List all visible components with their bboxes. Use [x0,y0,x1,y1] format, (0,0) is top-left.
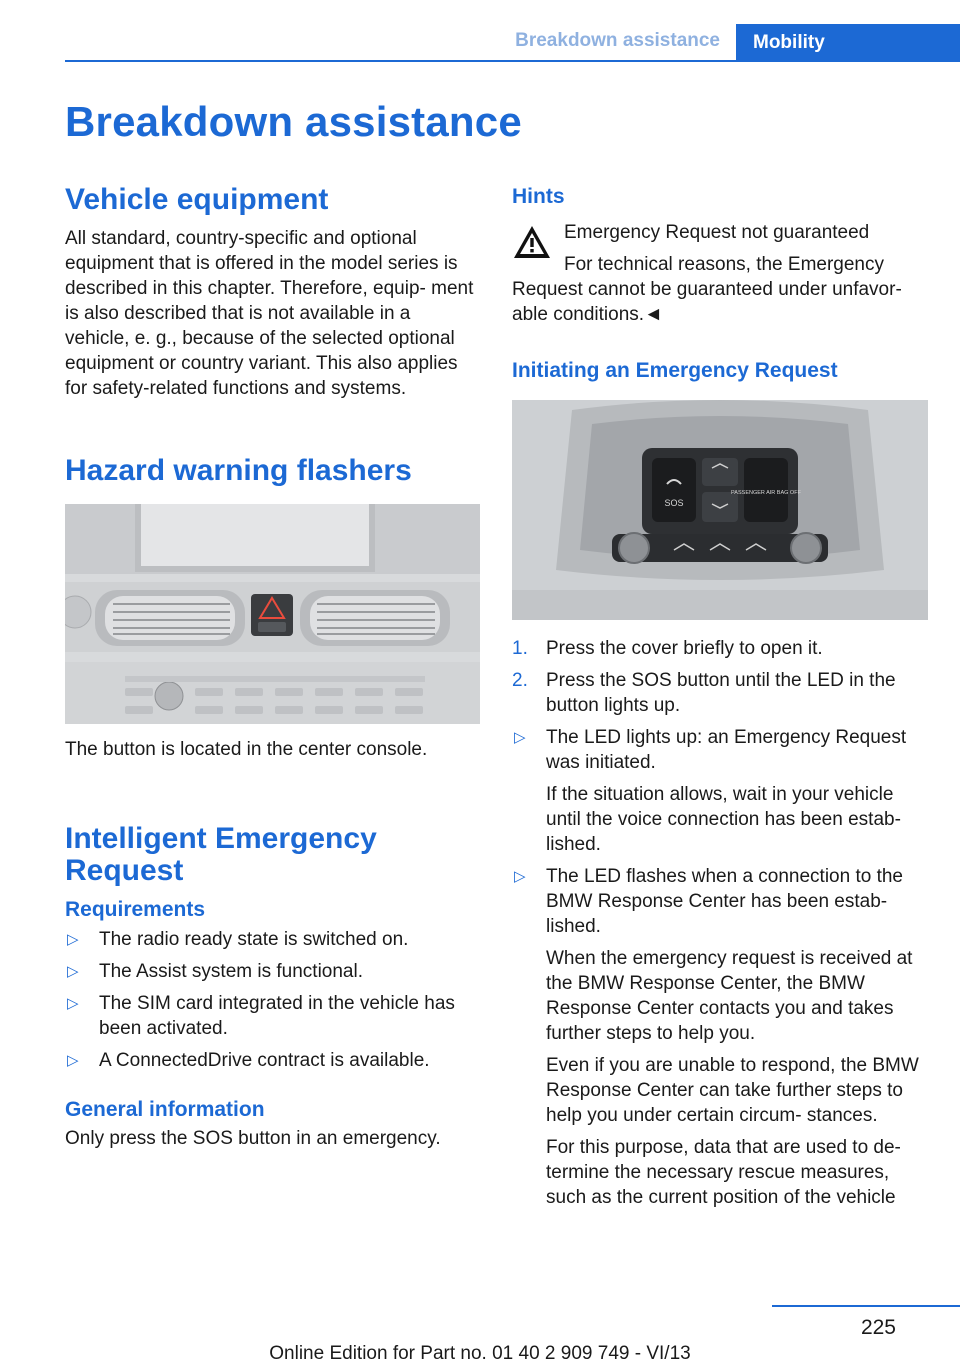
general-information-body: Only press the SOS button in an emergency. [65,1128,441,1149]
step-text: Press the SOS button until the LED in the button lights up. [546,670,896,716]
passenger-airbag-label: PASSENGER AIR BAG OFF [731,490,801,496]
outcomes-list [512,725,928,1210]
page-title: Breakdown assistance [65,98,522,145]
list-item: ▷ The SIM card integrated in the vehicle has been activated. [65,991,480,1041]
left-column [65,180,480,1151]
header-section-title: Breakdown assistance [515,30,720,51]
outcome-detail: For this purpose, data that are used to de- termine the necessary rescue measures, such as the current position of the vehicle [546,1137,901,1208]
list-item: ▷ A ConnectedDrive contract is available. [65,1048,480,1073]
warning-triangle-icon [512,224,552,260]
initiating-heading: Initiating an Emergency Request [512,359,838,382]
vehicle-equipment-body: All standard, country-specific and optional equipment that is offered in the model series is described in this chapter. Therefore, equip- ment is also described that is not available in a vehicle, e. g., because of the selected optional equipment or country variant. This also applies for safety-related functions and systems. [65,228,474,399]
footer-rule [772,1305,960,1307]
requirements-heading: Requirements [65,898,206,921]
overhead-console-photo [512,400,928,620]
edition-footer: Online Edition for Part no. 01 40 2 909 749 - VI/13 [269,1343,691,1364]
list-item [512,725,928,857]
steps-list [512,636,928,718]
list-item [512,668,928,718]
header-chapter-tab: Mobility [736,24,960,62]
sos-button-label: SOS [664,498,684,508]
right-column [512,184,928,1217]
hazard-console-photo [65,504,480,724]
warning-body: For technical reasons, the Emergency Request cannot be guaranteed under unfavor- able conditions.◄ [512,254,902,325]
warning-title: Emergency Request not guaranteed [564,222,870,243]
outcome-detail: If the situation allows, wait in your vehicle until the voice connection has been estab- lished. [546,784,901,855]
list-item: ▷ The Assist system is functional. [65,959,480,984]
page-header [0,24,960,62]
hints-heading: Hints [512,185,565,208]
page-number: 225 [860,1316,896,1339]
intelligent-emergency-heading: Intelligent Emergency Request [65,822,377,887]
outcome-text: The LED flashes when a connection to the BMW Response Center has been estab- lished. [546,866,904,937]
outcome-detail: When the emergency request is received at the BMW Response Center, the BMW Response Center contacts you and takes further steps to help you. [546,948,913,1044]
vehicle-equipment-heading: Vehicle equipment [65,183,329,216]
outcome-detail: Even if you are unable to respond, the BMW Response Center can take further steps to help you under certain circum- stances. [546,1055,919,1126]
list-item [512,864,928,1210]
hazard-heading: Hazard warning flashers [65,454,412,487]
general-information-heading: General information [65,1098,265,1121]
requirements-list [65,927,480,1073]
warning-block [512,220,928,245]
hazard-caption: The button is located in the center console. [65,739,428,760]
list-item: ▷ The radio ready state is switched on. [65,927,480,952]
list-item [512,636,928,661]
step-number: 1. [512,638,528,659]
step-text: Press the cover briefly to open it. [546,638,823,659]
step-number: 2. [512,670,528,691]
outcome-text: The LED lights up: an Emergency Request was initiated. [546,727,907,773]
